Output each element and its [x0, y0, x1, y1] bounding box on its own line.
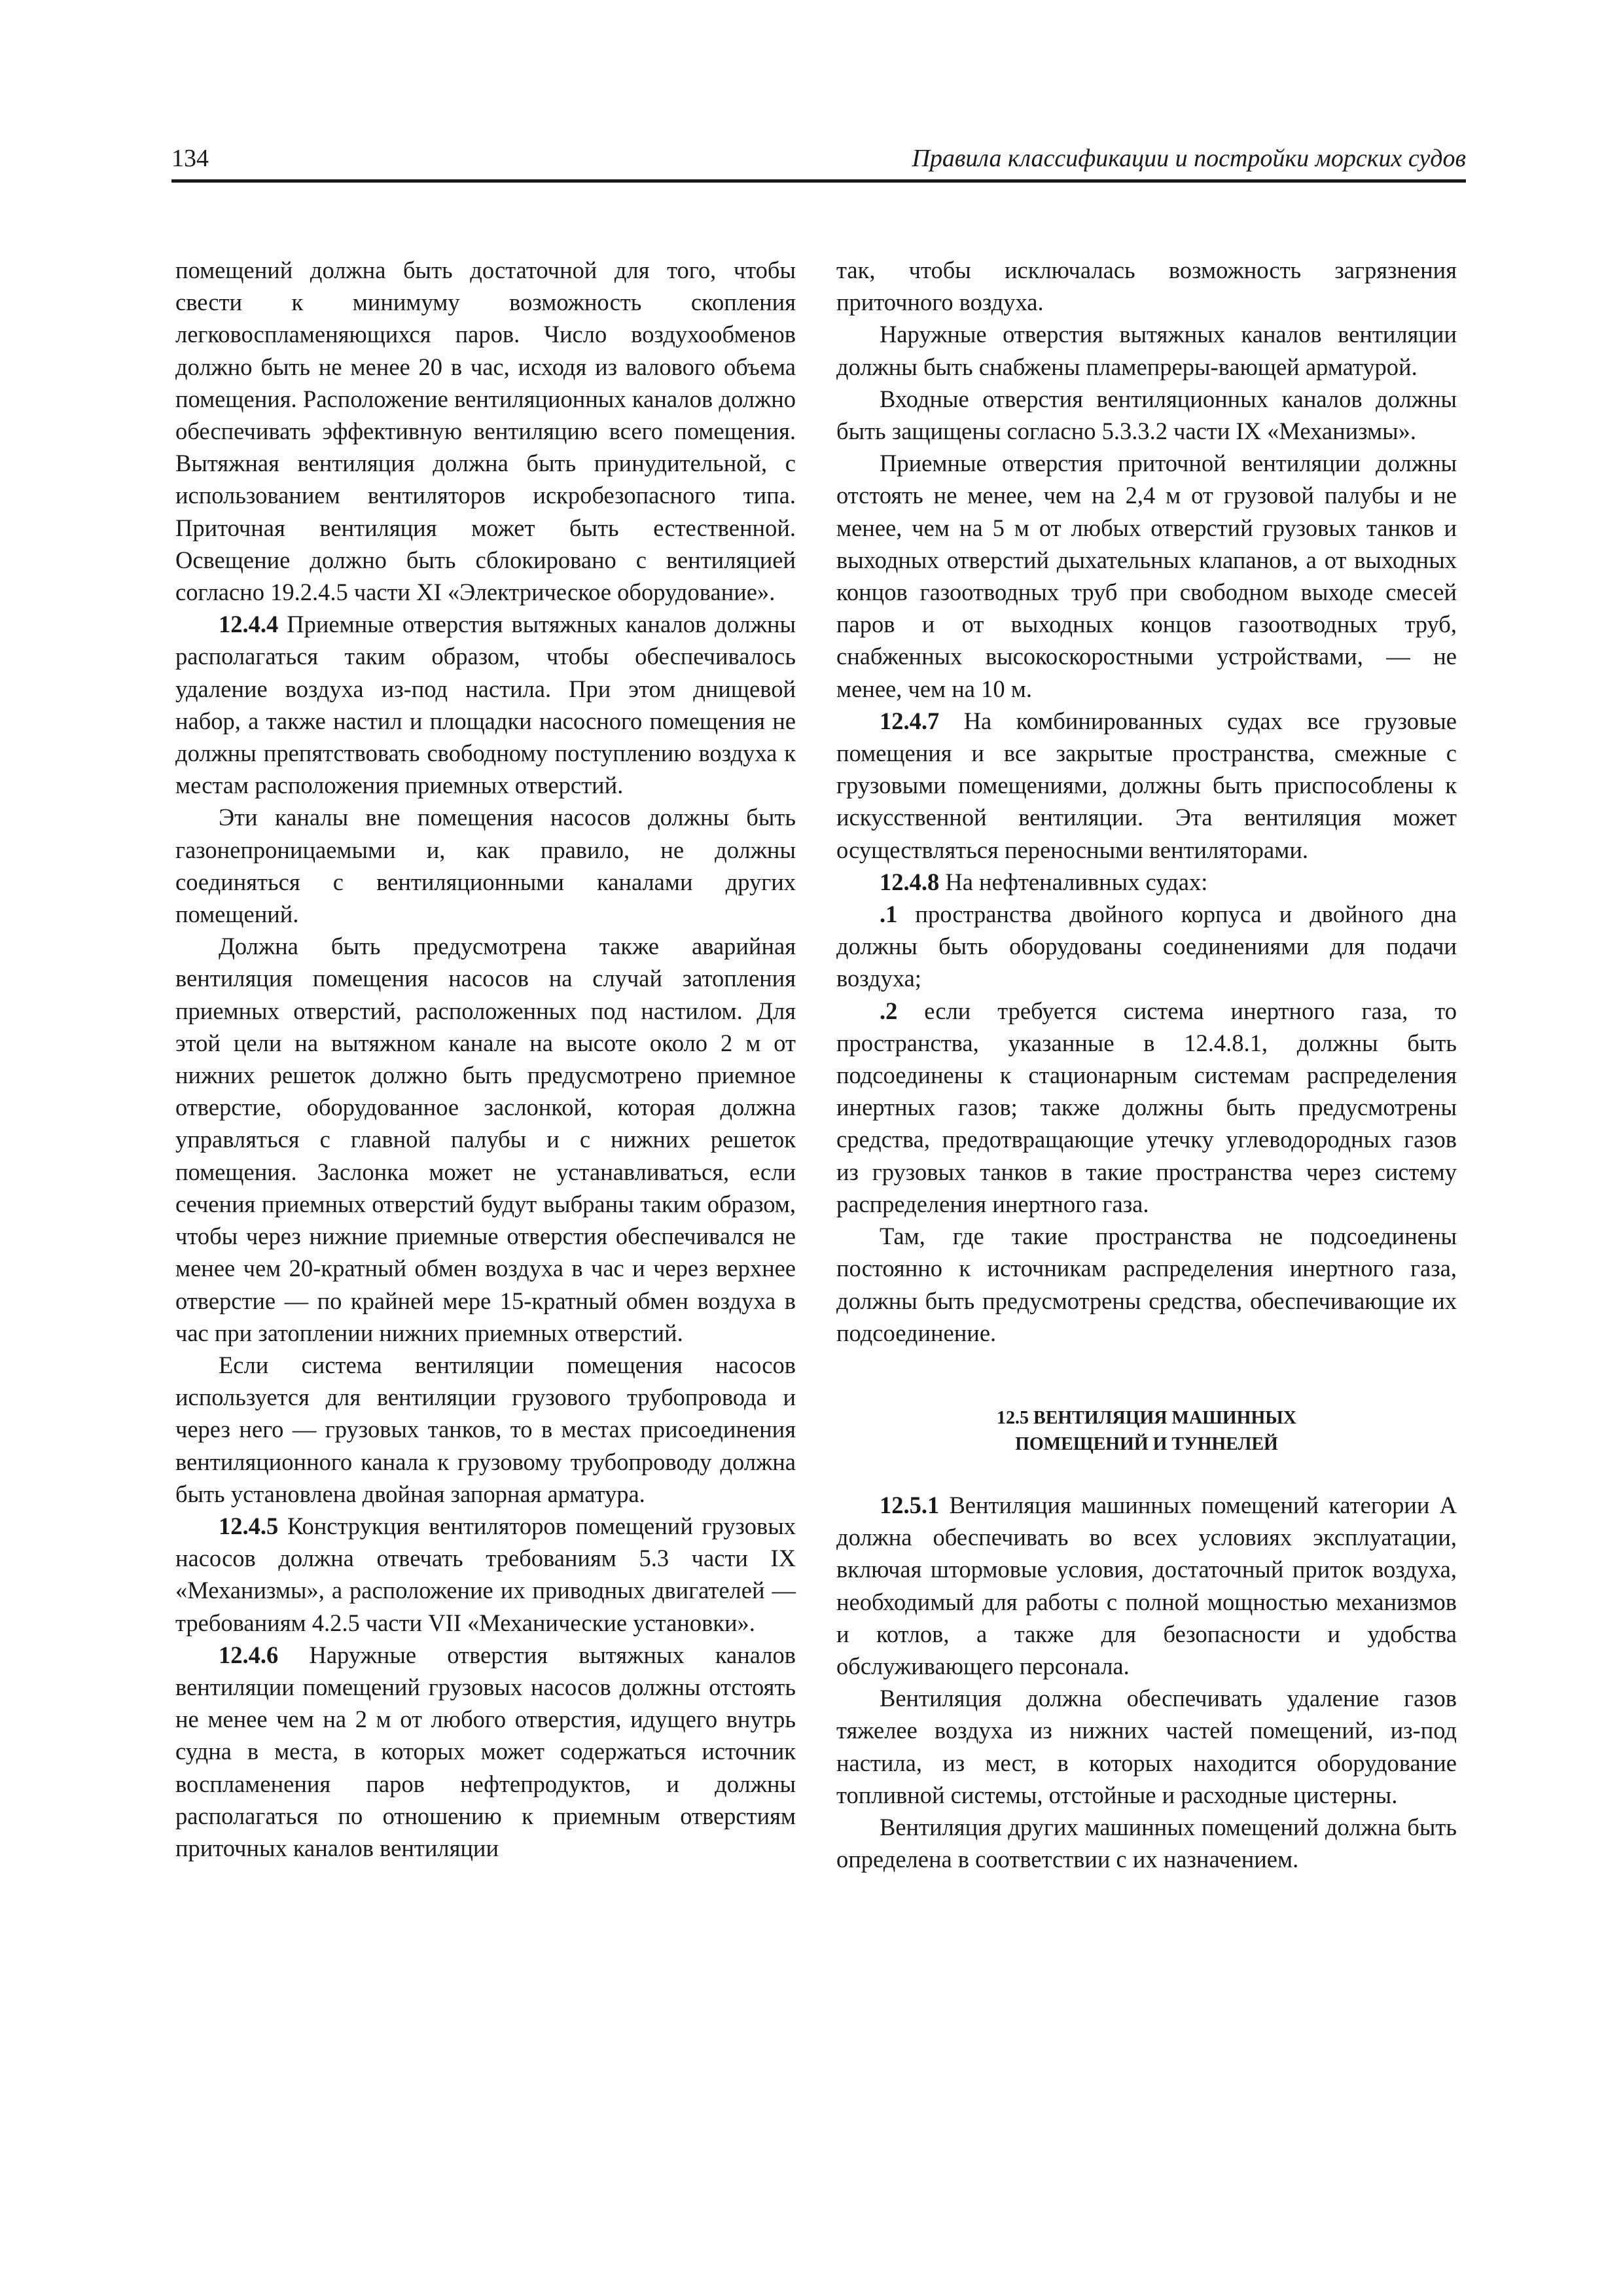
page-header — [171, 143, 1466, 183]
paragraph-text: Конструкция вентиляторов помещений грузовых насосов должна отвечать требованиям 5.3 части IX «Механизмы», а расположение их приводных двигателей — требованиям 4.2.5 части VII «Механические установки». — [175, 1512, 796, 1636]
left-column — [175, 254, 796, 1864]
paragraph: Наружные отверстия вытяжных каналов вентиляции должны быть снабжены пламепреры-вающей арматурой. — [836, 321, 1457, 380]
paragraph: Приемные отверстия приточной вентиляции должны отстоять не менее, чем на 2,4 м от грузовой палубы и не менее, чем на 5 м от любых отверстий грузовых танков и выходных отверстий дыхательных клапанов, а от выходных концов газоотводных труб при свободном выходе смесей паров и от выходных концов газоотводных труб, снабженных высокоскоростными устройствами, — не менее, чем на 10 м. — [836, 450, 1457, 702]
clause-number: 12.4.4 — [219, 611, 279, 638]
clause-number: 12.4.8 — [880, 868, 940, 895]
paragraph: так, чтобы исключалась возможность загрязнения приточного воздуха. — [836, 257, 1457, 316]
section-heading-line: ПОМЕЩЕНИЙ И ТУННЕЛЕЙ — [1015, 1433, 1278, 1454]
running-title: Правила классификации и постройки морских судов — [912, 145, 1466, 172]
paragraph-text: если требуется система инертного газа, то пространства, указанные в 12.4.8.1, должны быть подсоединены к стационарным системам распределения инертных газов; также должны быть предусмотрены средства, предотвращающие утечку углеводородных газов из грузовых танков в такие пространства через систему распределения инертного газа. — [836, 997, 1457, 1217]
clause-number: 12.4.6 — [219, 1641, 279, 1668]
paragraph: Вентиляция других машинных помещений должна быть определена в соответствии с их назначением. — [836, 1813, 1457, 1873]
right-column — [836, 254, 1457, 1875]
paragraph — [836, 995, 1457, 1220]
section-heading-line: 12.5 ВЕНТИЛЯЦИЯ МАШИННЫХ — [997, 1407, 1296, 1428]
clause-number: 12.4.7 — [880, 707, 940, 734]
page-number: 134 — [171, 145, 209, 172]
clause-number: .2 — [880, 997, 898, 1024]
paragraph — [175, 1510, 796, 1639]
clause-number: 12.5.1 — [880, 1491, 940, 1518]
paragraph — [175, 1639, 796, 1864]
paragraph: помещений должна быть достаточной для того, чтобы свести к минимуму возможность скопления легковоспламеняющихся паров. Число воздухообменов должно быть не менее 20 в час, исходя из валового объема помещения. Расположение вентиляционных каналов должно обеспечивать эффективную вентиляцию всего помещения. Вытяжная вентиляция должна быть принудительной, с использованием вентиляторов искробезопасного типа. Приточная вентиляция может быть естественной. Освещение должно быть сблокировано с вентиляцией согласно 19.2.4.5 части XI «Электрическое оборудование». — [175, 257, 796, 606]
paragraph: Там, где такие пространства не подсоединены постоянно к источникам распределения инертного газа, должны быть предусмотрены средства, обеспечивающие их подсоединение. — [836, 1223, 1457, 1346]
paragraph-text: пространства двойного корпуса и двойного дна должны быть оборудованы соединениями для подачи воздуха; — [836, 901, 1457, 992]
paragraph — [836, 1489, 1457, 1682]
paragraph — [836, 705, 1457, 866]
paragraph-text: Вентиляция машинных помещений категории А должна обеспечивать во всех условиях эксплуатации, включая штормовые условия, достаточный приток воздуха, необходимый для работы с полной мощностью механизмов и котлов, а также для безопасности и удобства обслуживающего персонала. — [836, 1491, 1457, 1679]
paragraph: Эти каналы вне помещения насосов должны быть газонепроницаемыми и, как правило, не должны соединяться с вентиляционными каналами других помещений. — [175, 804, 796, 928]
paragraph-text: На нефтеналивных судах: — [945, 868, 1208, 895]
paragraph-text: На комбинированных судах все грузовые помещения и все закрытые пространства, смежные с грузовыми помещениями, должны быть приспособлены к искусственной вентиляции. Эта вентиляция может осуществляться переносными вентиляторами. — [836, 707, 1457, 863]
paragraph — [836, 866, 1457, 898]
paragraph-text: Приемные отверстия вытяжных каналов должны располагаться таким образом, чтобы обеспечивалось удаление воздуха из-под настила. При этом днищевой набор, а также настил и площадки насосного помещения не должны препятствовать свободному поступлению воздуха к местам расположения приемных отверстий. — [175, 611, 796, 799]
paragraph-text: Наружные отверстия вытяжных каналов вентиляции помещений грузовых насосов должны отстоять не менее чем на 2 м от любого отверстия, идущего внутрь судна в места, в которых может содержаться источник воспламенения паров нефтепродуктов, и должны располагаться по отношению к приемным отверстиям приточных каналов вентиляции — [175, 1641, 796, 1861]
paragraph: Вентиляция должна обеспечивать удаление газов тяжелее воздуха из нижних частей помещений, из-под настила, из мест, в которых находится оборудование топливной системы, отстойные и расходные цистерны. — [836, 1685, 1457, 1808]
paragraph — [836, 898, 1457, 995]
paragraph: Если система вентиляции помещения насосов используется для вентиляции грузового трубопровода и через него — грузовых танков, то в местах присоединения вентиляционного канала к грузовому трубопроводу должна быть установлена двойная запорная арматура. — [175, 1351, 796, 1507]
clause-number: .1 — [880, 901, 898, 928]
paragraph — [175, 608, 796, 801]
section-heading — [836, 1405, 1457, 1458]
paragraph: Должна быть предусмотрена также аварийная вентиляция помещения насосов на случай затопления приемных отверстий, расположенных под настилом. Для этой цели на вытяжном канале на высоте около 2 м от нижних решеток должно быть предусмотрено приемное отверстие, оборудованное заслонкой, которая должна управляться с главной палубы и с нижних решеток помещения. Заслонка может не устанавливаться, если сечения приемных отверстий будут выбраны таким образом, чтобы через нижние приемные отверстия обеспечивался не менее чем 20-кратный обмен воздуха в час и через верхнее отверстие — по крайней мере 15-кратный обмен воздуха в час при затоплении нижних приемных отверстий. — [175, 933, 796, 1346]
paragraph: Входные отверстия вентиляционных каналов должны быть защищены согласно 5.3.3.2 части IX «Механизмы». — [836, 385, 1457, 445]
clause-number: 12.4.5 — [219, 1512, 279, 1539]
